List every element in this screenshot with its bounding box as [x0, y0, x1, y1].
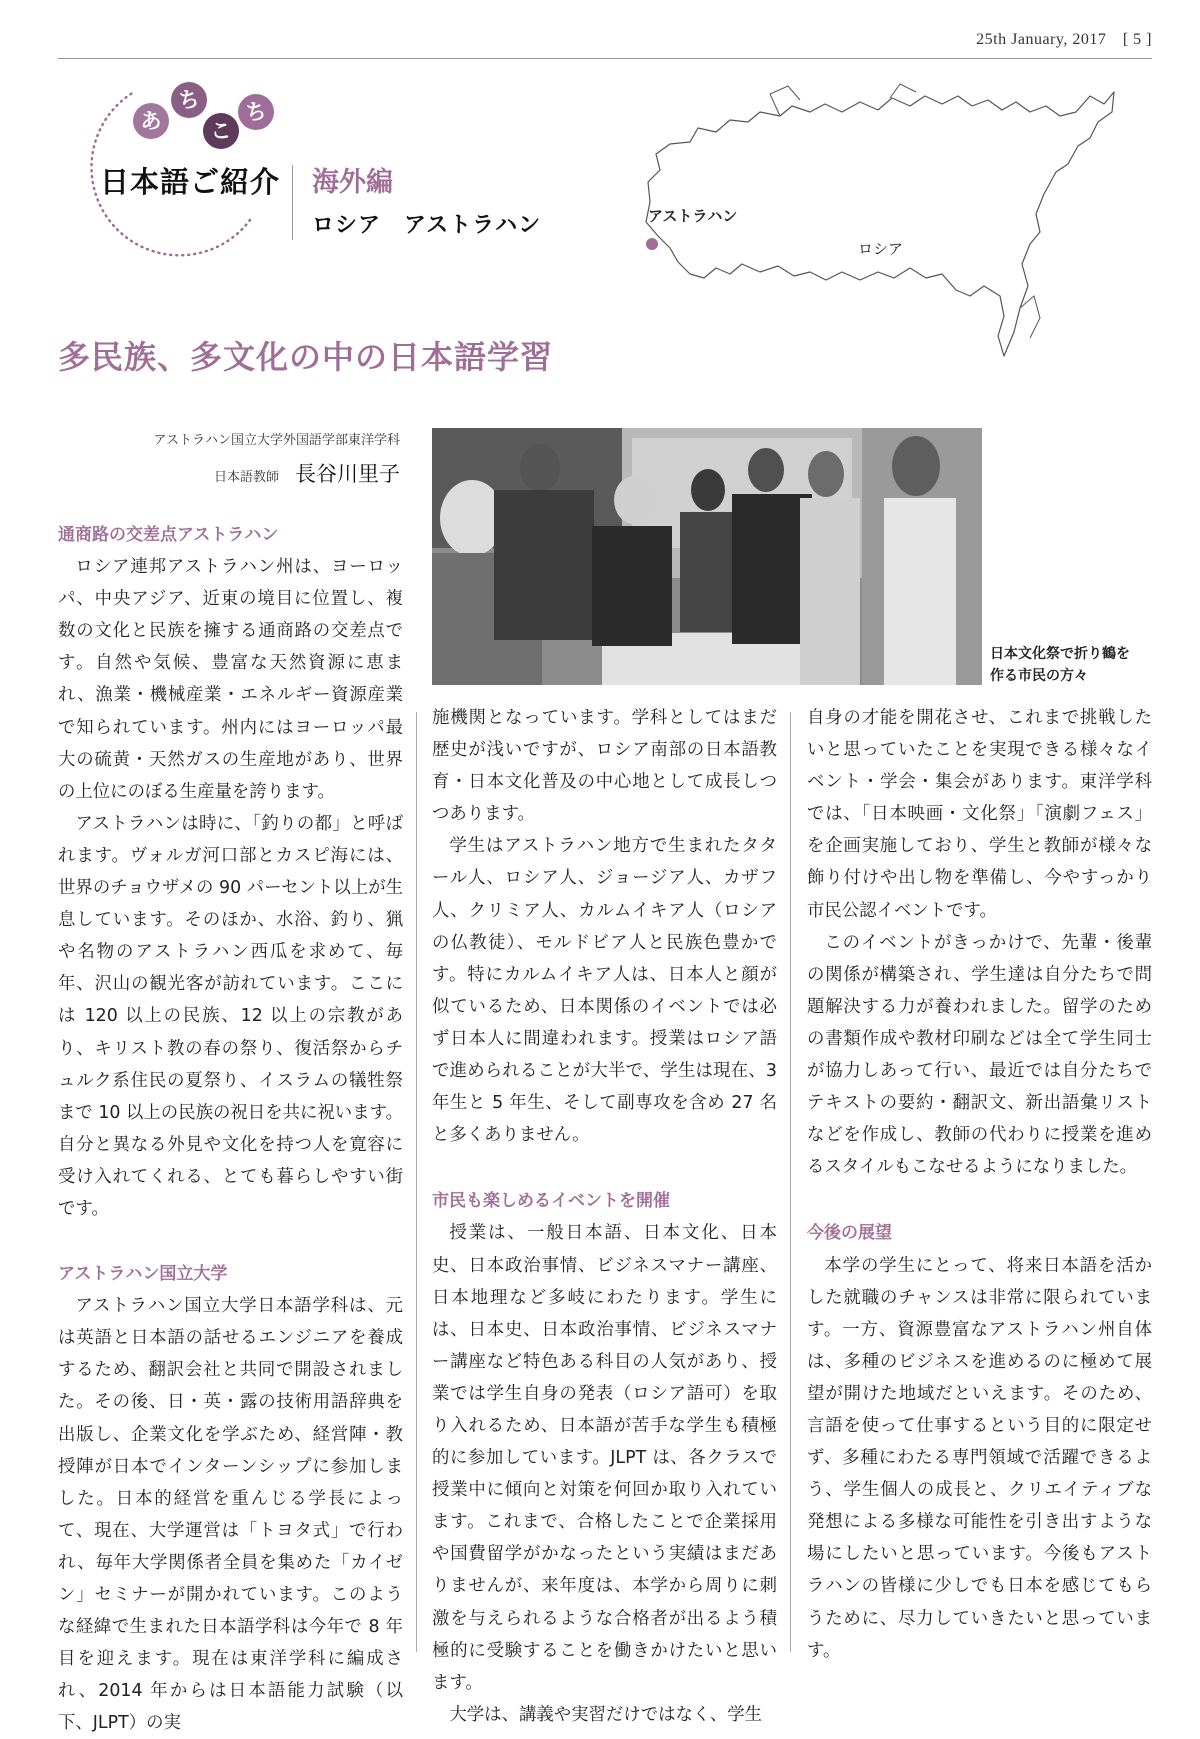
event-photo — [432, 428, 982, 685]
author-name: 長谷川里子 — [295, 462, 400, 486]
paragraph: このイベントがきっかけで、先輩・後輩の関係が構築され、学生達は自分たちで問題解決する力が養われました。留学のための書類作成や教材印刷などは全て学生同士が協力しあって行い、最近では自分たちでテキストの要約・翻訳文、新出語彙リストなどを作成し、教師の代わりに授業を進めるスタイルもこなせるようになりました。 — [807, 932, 1152, 1178]
russia-outline-map — [620, 82, 1120, 372]
section-heading: 今後の展望 — [807, 1223, 892, 1244]
series-location: ロシア アストラハン — [312, 213, 542, 238]
article-column-2 — [432, 702, 777, 1731]
series-title: 日本語ご紹介 — [100, 165, 281, 199]
column-divider — [416, 712, 417, 1652]
series-edition: 海外編 — [312, 167, 393, 198]
paragraph: 学生はアストラハン地方で生まれたタタール人、ロシア人、ジョージア人、カザフ人、クリミア人、カルムイキア人（ロシアの仏教徒）、モルドビア人と民族色豊かです。特にカルムイキア人は、日本人と顔が似ているため、日本関係のイベントでは必ず日本人に間違われます。授業はロシア語で進められることが大半で、学生は現在、3 年生と 5 年生、そして副専攻を含め 27 名と多くありません。 — [432, 836, 777, 1146]
logo-char-a: あ — [133, 103, 169, 139]
astrakhan-marker — [646, 238, 658, 250]
author-affiliation: アストラハン国立大学外国語学部東洋学科 — [153, 433, 400, 448]
section-heading: 通商路の交差点アストラハン — [58, 525, 279, 545]
paragraph: 大学は、講義や実習だけではなく、学生 — [449, 1704, 763, 1725]
logo-char-ko: こ — [203, 113, 239, 149]
article-headline: 多民族、多文化の中の日本語学習 — [58, 338, 554, 376]
paragraph: 授業は、一般日本語、日本文化、日本史、日本政治事情、ビジネスマナー講座、日本地理など多岐にわたります。学生には、日本史、日本政治事情、ビジネスマナー講座など特色ある科目の人気があり、授業では学生自身の発表（ロシア語可）を取り入れるため、日本語が苦手な学生も積極的に参加しています。JLPT は、各クラスで授業中に傾向と対策を何回か取り入れています。これまで、合格したことで企業採用や国費留学がかなったという実績はまだありませんが、来年度は、本学から周りに刺激を与えられるような合格者が出るよう積極的に受験することを働きかけたいと思います。 — [432, 1223, 777, 1693]
photo-caption — [990, 643, 1130, 687]
map-label-astrakhan: アストラハン — [648, 207, 738, 225]
header-divider — [58, 58, 1152, 59]
paragraph: アストラハン国立大学日本語学科は、元は英語と日本語の話せるエンジニアを養成するため、翻訳会社と共同で開設されました。その後、日・英・露の技術用語辞典を出版し、企業文化を学ぶため、経営陣・教授陣が日本でインターンシップに参加しました。日本的経営を重んじる学長によって、現在、大学運営は「トヨタ式」で行われ、毎年大学関係者全員を集めた「カイゼン」セミナーが開かれています。このような経緯で生まれた日本語学科は今年で 8 年目を迎えます。現在は東洋学科に編成され、2014 年からは日本語能力試験（以下、JLPT）の実 — [58, 1296, 403, 1734]
column-divider — [790, 712, 791, 1652]
article-column-3 — [807, 702, 1152, 1667]
map-label-russia: ロシア — [858, 240, 904, 258]
section-heading: 市民も楽しめるイベントを開催 — [432, 1191, 670, 1212]
paragraph: 施機関となっています。学科としてはまだ歴史が浅いですが、ロシア南部の日本語教育・日本文化普及の中心地として成長しつつあります。 — [432, 708, 777, 825]
author-role: 日本語教師 — [213, 470, 279, 485]
paragraph: アストラハンは時に、「釣りの都」と呼ばれます。ヴォルガ河口部とカスピ海には、世界のチョウザメの 90 パーセント以上が生息しています。そのほか、水浴、釣り、猟や名物のアストラハン西瓜を求めて、毎年、沢山の観光客が訪れています。ここには 120 以上の民族、12 以上の宗教があり、キリスト教の春の祭り、復活祭からチュルク系住民の夏祭り、イスラムの犠牲祭まで 10 以上の民族の祝日を共に祝います。自分と異なる外見や文化を持つ人を寛容に受け入れてくれる、とても暮らしやすい街です。 — [58, 813, 403, 1219]
article-column-1 — [58, 519, 403, 1739]
photo-caption-line: 作る市民の方々 — [990, 668, 1088, 684]
photo-caption-line: 日本文化祭で折り鶴を — [990, 646, 1130, 662]
paragraph: 自身の才能を開花させ、これまで挑戦したいと思っていたことを実現できる様々なイベント・学会・集会があります。東洋学科では、「日本映画・文化祭」「演劇フェス」を企画実施しており、学生と教師が様々な飾り付けや出し物を準備し、今やすっかり市民公認イベントです。 — [807, 708, 1152, 921]
title-divider — [292, 165, 293, 240]
issue-date-page: 25th January, 2017 [ 5 ] — [976, 31, 1152, 48]
section-heading: アストラハン国立大学 — [58, 1264, 228, 1285]
author-line — [214, 458, 400, 488]
logo-char-chi-2: ち — [238, 94, 274, 130]
logo-char-chi: ち — [171, 82, 207, 118]
paragraph: ロシア連邦アストラハン州は、ヨーロッパ、中央アジア、近東の境目に位置し、複数の文化と民族を擁する通商路の交差点です。自然や気候、豊富な天然資源に恵まれ、漁業・機械産業・エネルギー資源産業で知られています。州内にはヨーロッパ最大の硫黄・天然ガスの生産地があり、世界の上位にのぼる生産量を誇ります。 — [58, 557, 403, 802]
paragraph: 本学の学生にとって、将来日本語を活かした就職のチャンスは非常に限られています。一方、資源豊富なアストラハン州自体は、多種のビジネスを進めるのに極めて展望が開けた地域だといえます。そのため、言語を使って仕事するという目的に限定せず、多種にわたる専門領域で活躍できるよう、学生個人の成長と、クリエイティブな発想による多様な可能性を引き出すような場にしたいと思っています。今後もアストラハンの皆様に少しでも日本を感じてもらうために、尽力していきたいと思っています。 — [807, 1255, 1152, 1661]
